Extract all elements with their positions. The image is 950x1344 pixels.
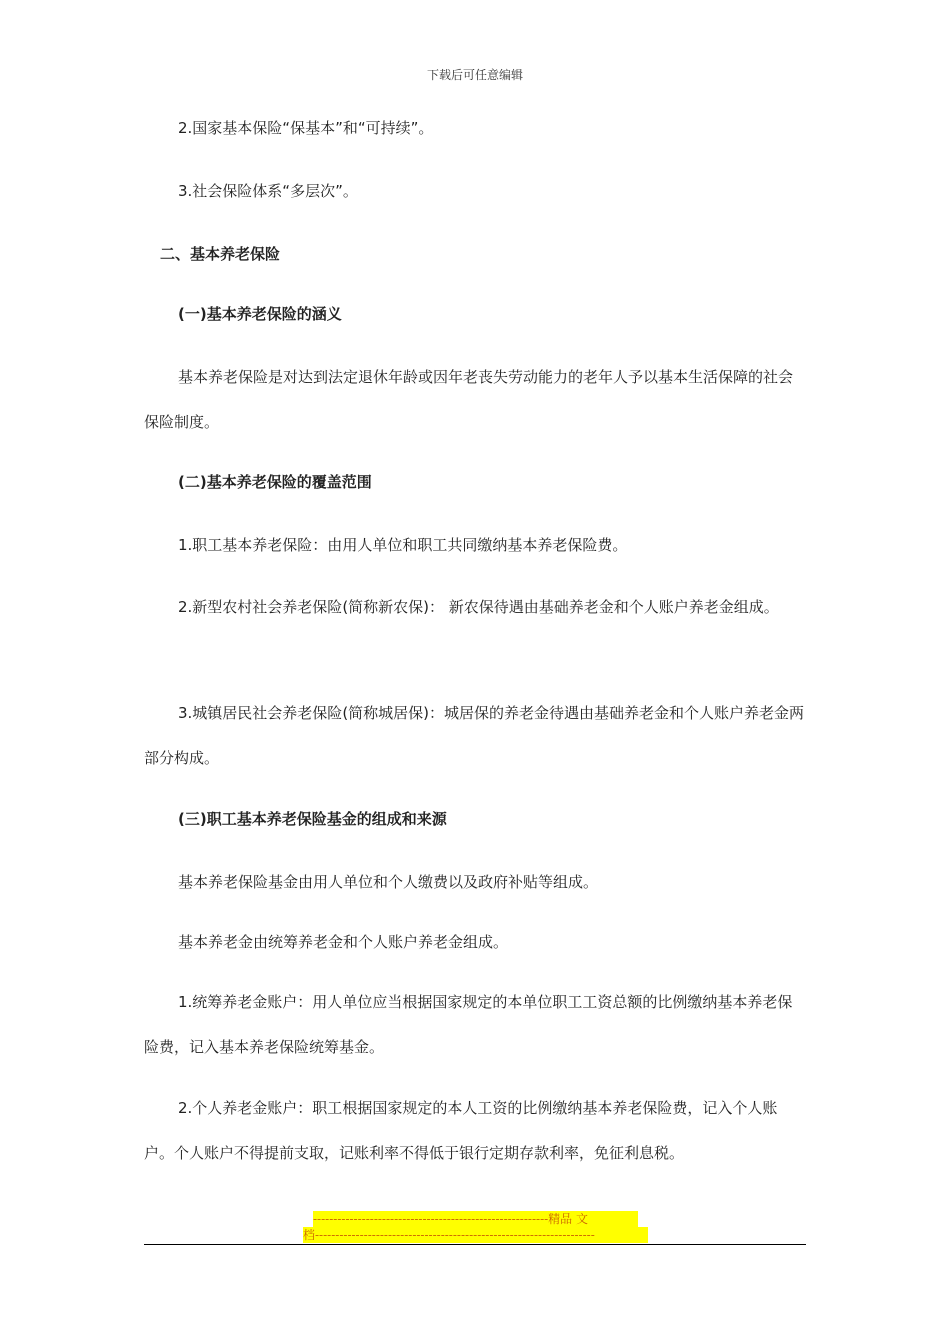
paragraph: 2.个人养老金账户：职工根据国家规定的本人工资的比例缴纳基本养老保险费，记入个人账户。个人账户不得提前支取，记账利率不得低于银行定期存款利率，免征利息税。 [144,1099,778,1162]
page-header: 下载后可任意编辑 [426,68,523,82]
footer-highlight-line-2: 档--------------------------------------------------------------------- [303,1227,648,1243]
paragraph: 3.城镇居民社会养老保险(简称城居保)：城居保的养老金待遇由基础养老金和个人账户养老金两部分构成。 [144,704,805,767]
paragraph: 基本养老保险基金由用人单位和个人缴费以及政府补贴等组成。 [178,873,599,891]
paragraph: 1.统筹养老金账户：用人单位应当根据国家规定的本单位职工工资总额的比例缴纳基本养老保险费，记入基本养老保险统筹基金。 [144,993,793,1056]
paragraph: 2.国家基本保险“保基本”和“可持续”。 [178,119,434,137]
subsection-heading: (二)基本养老保险的覆盖范围 [178,473,372,491]
footer-divider [144,1244,806,1245]
paragraph: 3.社会保险体系“多层次”。 [178,182,358,200]
subsection-heading: (三)职工基本养老保险基金的组成和来源 [178,810,447,828]
paragraph: 1.职工基本养老保险：由用人单位和职工共同缴纳基本养老保险费。 [178,536,628,554]
paragraph: 基本养老保险是对达到法定退休年龄或因年老丧失劳动能力的老年人予以基本生活保障的社会保险制度。 [144,368,794,431]
section-heading: 二、基本养老保险 [160,245,281,263]
footer-highlight-line-1: ----------------------------------------------------------精品 文 [313,1211,638,1227]
paragraph: 基本养老金由统筹养老金和个人账户养老金组成。 [178,933,509,951]
subsection-heading: (一)基本养老保险的涵义 [178,305,342,323]
paragraph: 2.新型农村社会养老保险(简称新农保)： 新农保待遇由基础养老金和个人账户养老金组成。 [178,598,779,616]
